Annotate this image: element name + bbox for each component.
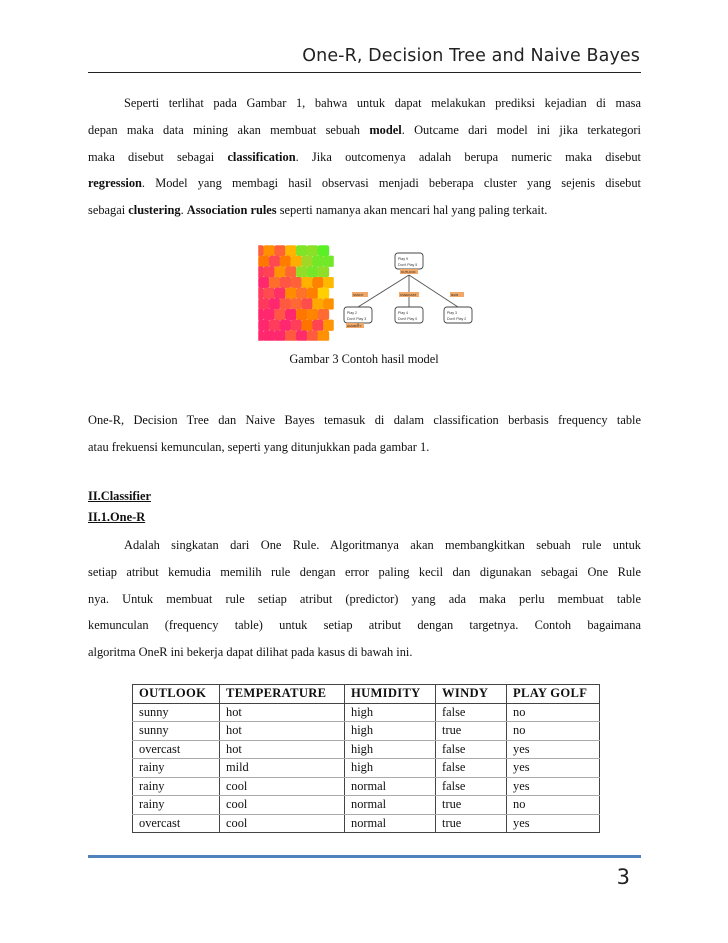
bold-term: model bbox=[369, 122, 402, 137]
text-line bbox=[88, 434, 641, 461]
tree-node-text: Play 3 bbox=[447, 311, 457, 315]
table-cell: true bbox=[436, 814, 507, 833]
text-run: Adalah singkatan dari One Rule. Algoritmanya akan membangkitkan sebuah rule untuk bbox=[124, 538, 641, 552]
figure-model-examples bbox=[258, 245, 478, 347]
table-cell: yes bbox=[507, 759, 600, 778]
text-run: Seperti terlihat pada Gambar 1, bahwa untuk dapat melakukan prediksi kejadian di masa bbox=[124, 96, 641, 110]
tree-split-text: OUTLOOK bbox=[401, 269, 416, 274]
bold-term: classification bbox=[227, 149, 296, 164]
table-cell: high bbox=[345, 703, 436, 722]
table-cell: no bbox=[507, 703, 600, 722]
text-run: maka disebut sebagai bbox=[88, 149, 228, 164]
table-cell: cool bbox=[220, 814, 345, 833]
tree-node-text: Play 4 bbox=[398, 311, 408, 315]
decision-tree-image bbox=[340, 249, 478, 345]
bold-term: Association rules bbox=[186, 203, 277, 218]
table-row bbox=[133, 814, 600, 833]
cluster-heatmap-image bbox=[258, 245, 334, 341]
table-cell: hot bbox=[220, 722, 345, 741]
column-header: TEMPERATURE bbox=[220, 685, 345, 704]
tree-edge bbox=[358, 275, 409, 307]
text-line bbox=[88, 559, 641, 586]
table-header-row bbox=[133, 685, 600, 704]
footer-divider bbox=[88, 855, 641, 858]
text-run: depan maka data mining akan membuat sebuah bbox=[88, 122, 370, 137]
bold-term: clustering bbox=[128, 203, 181, 218]
bold-term: regression bbox=[88, 176, 142, 191]
tree-split-text: RAIN bbox=[451, 292, 459, 297]
text-run: . Outcame dari model ini jika terkategori bbox=[401, 122, 641, 137]
tree-node-text: Don't Play 5 bbox=[398, 263, 418, 267]
text-run: sebagai bbox=[88, 203, 129, 218]
table-cell: no bbox=[507, 796, 600, 815]
text-line bbox=[88, 639, 641, 666]
classification-paragraph bbox=[88, 407, 641, 461]
one-r-paragraph bbox=[88, 532, 641, 666]
table-cell: no bbox=[507, 722, 600, 741]
table-row bbox=[133, 703, 600, 722]
table-cell: hot bbox=[220, 740, 345, 759]
tree-node-text: Play 9 bbox=[398, 257, 408, 261]
table-cell: high bbox=[345, 740, 436, 759]
running-header: One-R, Decision Tree and Naive Bayes bbox=[302, 46, 640, 66]
table-cell: hot bbox=[220, 703, 345, 722]
tree-split-text: OVERCAST bbox=[400, 292, 417, 297]
header-divider bbox=[88, 72, 641, 73]
text-line bbox=[88, 586, 641, 613]
table-cell: yes bbox=[507, 740, 600, 759]
text-line bbox=[88, 117, 641, 144]
text-line bbox=[88, 612, 641, 639]
table-cell: cool bbox=[220, 796, 345, 815]
text-run: atau frekuensi kemunculan, seperti yang ditunjukkan pada gambar 1. bbox=[88, 439, 430, 454]
table-row bbox=[133, 722, 600, 741]
text-run: seperti namanya akan mencari hal yang paling terkait. bbox=[276, 203, 548, 218]
table-row bbox=[133, 740, 600, 759]
table-cell: overcast bbox=[133, 814, 220, 833]
table-cell: yes bbox=[507, 777, 600, 796]
table-cell: rainy bbox=[133, 796, 220, 815]
text-run: . Model yang membagi hasil observasi menjadi beberapa cluster yang sejenis disebut bbox=[141, 176, 641, 191]
table-cell: yes bbox=[507, 814, 600, 833]
section-heading: II.Classifier bbox=[88, 489, 151, 503]
text-line bbox=[88, 407, 641, 434]
table-cell: cool bbox=[220, 777, 345, 796]
table-cell: normal bbox=[345, 777, 436, 796]
text-run: algoritma OneR ini bekerja dapat dilihat pada kasus di bawah ini. bbox=[88, 645, 413, 660]
text-line bbox=[88, 144, 641, 171]
table-cell: false bbox=[436, 703, 507, 722]
table-cell: high bbox=[345, 759, 436, 778]
text-run: setiap atribut kemudia memilih rule dengan error paling kecil dan digunakan sebagai One Rule bbox=[88, 564, 641, 579]
table-cell: mild bbox=[220, 759, 345, 778]
table-cell: sunny bbox=[133, 703, 220, 722]
table-cell: sunny bbox=[133, 722, 220, 741]
intro-paragraph bbox=[88, 90, 641, 224]
column-header: OUTLOOK bbox=[133, 685, 220, 704]
table-cell: rainy bbox=[133, 777, 220, 796]
tree-split-text: HUMIDITY bbox=[347, 323, 362, 328]
text-line bbox=[88, 197, 641, 224]
table-cell: normal bbox=[345, 814, 436, 833]
table-cell: false bbox=[436, 777, 507, 796]
text-run: One-R, Decision Tree dan Naive Bayes temasuk di dalam classification berbasis frequency table bbox=[88, 413, 641, 427]
table-cell: false bbox=[436, 759, 507, 778]
column-header: PLAY GOLF bbox=[507, 685, 600, 704]
table-cell: false bbox=[436, 740, 507, 759]
table-cell: normal bbox=[345, 796, 436, 815]
tree-node-text: Don't Play 3 bbox=[347, 317, 367, 321]
tree-node-text: Don't Play 0 bbox=[398, 317, 418, 321]
table-cell: high bbox=[345, 722, 436, 741]
table-row bbox=[133, 796, 600, 815]
text-line bbox=[88, 170, 641, 197]
text-run: . Jika outcomenya adalah berupa numeric maka disebut bbox=[295, 149, 641, 164]
table-cell: overcast bbox=[133, 740, 220, 759]
text-line bbox=[88, 532, 641, 559]
column-header: WINDY bbox=[436, 685, 507, 704]
tree-node-text: Don't Play 2 bbox=[447, 317, 467, 321]
tree-split-text: SUNNY bbox=[353, 292, 364, 297]
text-line bbox=[88, 90, 641, 117]
page-number: 3 bbox=[616, 865, 630, 889]
figure-caption: Gambar 3 Contoh hasil model bbox=[289, 352, 439, 366]
table-cell: true bbox=[436, 796, 507, 815]
subsection-heading: II.1.One-R bbox=[88, 510, 146, 524]
table-cell: rainy bbox=[133, 759, 220, 778]
golf-data-table bbox=[132, 684, 600, 833]
table-row bbox=[133, 777, 600, 796]
tree-node-text: Play 2 bbox=[347, 311, 357, 315]
text-run: . bbox=[180, 203, 187, 218]
table-row bbox=[133, 759, 600, 778]
text-run: kemunculan (frequency table) untuk setiap atribut dengan targetnya. Contoh bagaimana bbox=[88, 618, 641, 633]
table-cell: true bbox=[436, 722, 507, 741]
text-run: nya. Untuk membuat rule setiap atribut (predictor) yang ada maka perlu membuat table bbox=[88, 591, 641, 606]
tree-edge bbox=[409, 275, 458, 307]
column-header: HUMIDITY bbox=[345, 685, 436, 704]
